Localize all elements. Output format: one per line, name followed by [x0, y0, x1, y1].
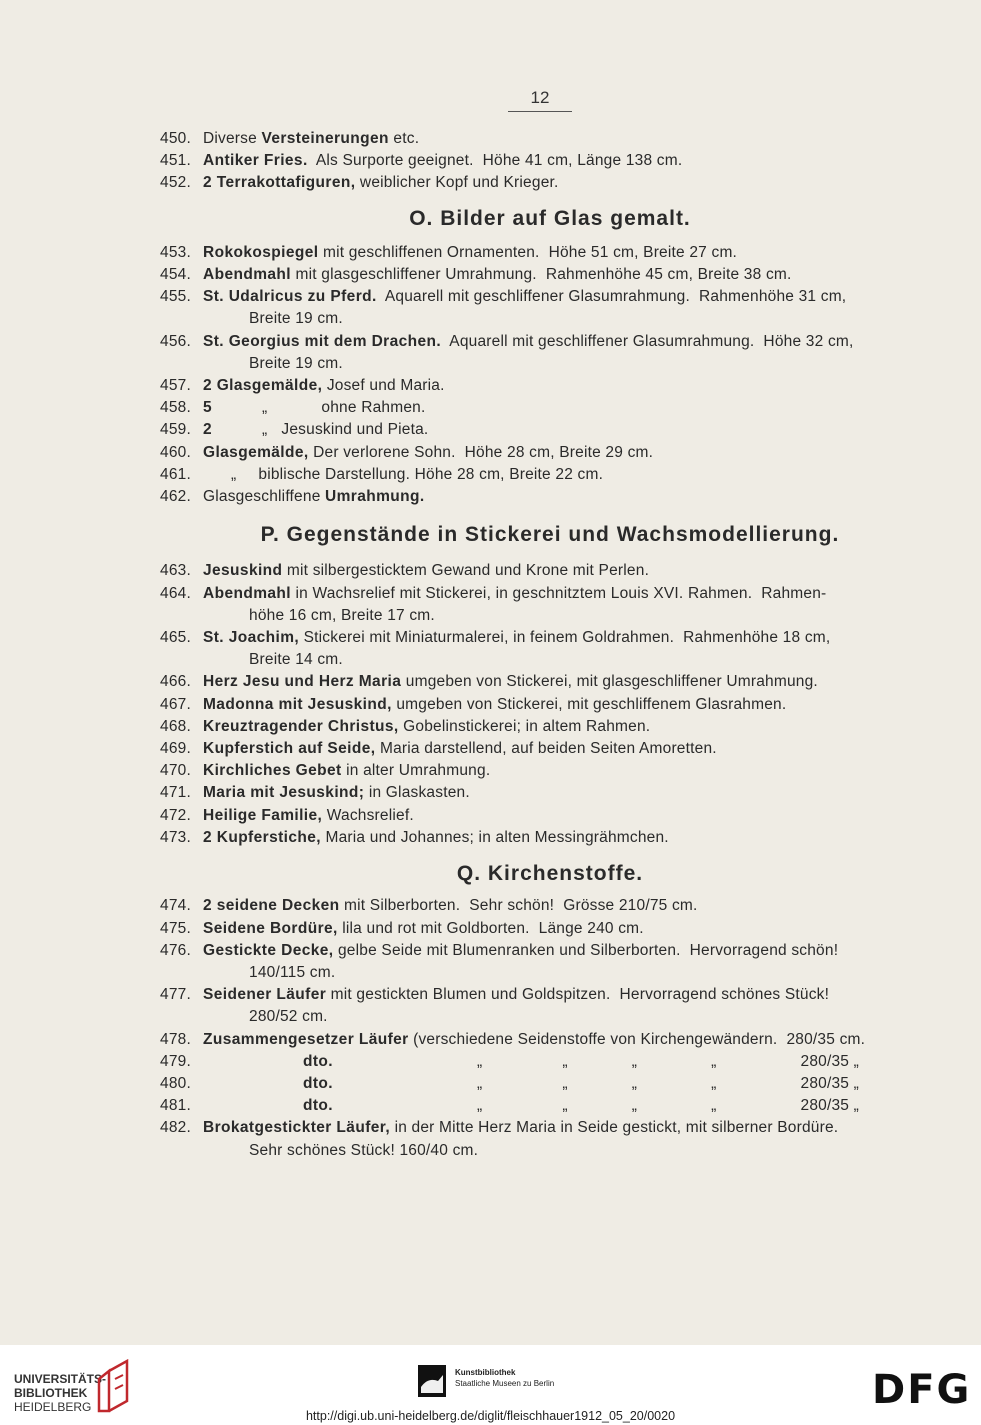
entries-group-4c	[160, 1117, 920, 1161]
entry-description: Gobelinstickerei; in altem Rahmen.	[398, 717, 651, 735]
entry-number: 457.	[160, 377, 191, 395]
entry-number: 459.	[160, 421, 191, 439]
entry-title: 2 Glasgemälde,	[203, 377, 323, 395]
entry-text	[203, 782, 920, 804]
entry-text	[203, 560, 920, 582]
entry-description: mit silbergesticktem Gewand und Krone mit Perlen.	[282, 562, 650, 580]
ditto-mark: „	[631, 1097, 638, 1115]
entry-description: in der Mitte Herz Maria in Seide gestickt, mit silberner Bordüre.	[390, 1119, 839, 1137]
ub-line-2: BIBLIOTHEK	[14, 1386, 88, 1400]
ditto-mark: „	[711, 1097, 717, 1115]
entries-group-1	[160, 128, 920, 195]
page-number-rule	[508, 111, 572, 112]
catalog-entry	[160, 782, 920, 804]
catalog-entry	[160, 264, 920, 286]
entry-number: 451.	[160, 152, 191, 170]
entry-number: 456.	[160, 332, 191, 350]
entry-text	[203, 940, 920, 962]
entry-count: 5	[203, 399, 213, 417]
entry-number: 454.	[160, 266, 191, 284]
entry-description: gelbe Seide mit Blumenranken und Silberborten. Hervorragend schön!	[333, 941, 839, 959]
entries-group-4b	[160, 1051, 920, 1118]
entry-title: Rokokospiegel	[203, 243, 319, 261]
section-heading-p: P. Gegenstände in Stickerei und Wachsmodellierung.	[260, 523, 840, 547]
entry-continuation: Sehr schönes Stück! 160/40 cm.	[249, 1141, 479, 1159]
entry-description: Maria darstellend, auf beiden Seiten Amoretten.	[375, 740, 717, 758]
entry-description: in Glaskasten.	[364, 784, 470, 802]
entry-description: in Wachsrelief mit Stickerei, in geschnitztem Louis XVI. Rahmen. Rahmen-	[291, 584, 827, 602]
entry-description: lila und rot mit Goldborten. Länge 240 cm.	[337, 919, 644, 937]
entry-text	[203, 375, 920, 397]
entries-group-2	[160, 242, 920, 397]
catalog-entry	[160, 464, 920, 486]
entries-group-2c	[160, 442, 920, 464]
kunstbibliothek-logo-icon[interactable]	[418, 1365, 446, 1397]
entry-description: mit gestickten Blumen und Goldspitzen. Hervorragend schönes Stück!	[326, 986, 830, 1004]
entry-description: Stickerei mit Miniaturmalerei, in feinem Goldrahmen. Rahmenhöhe 18 cm,	[299, 629, 831, 647]
catalog-entry	[160, 694, 920, 716]
entry-title: Herz Jesu und Herz Maria	[203, 673, 402, 691]
entry-continuation: Breite 19 cm.	[249, 310, 343, 328]
entry-size: 280/35 „	[800, 1052, 859, 1070]
catalog-entry	[160, 583, 920, 627]
entry-title: 2 Terrakottafiguren,	[203, 174, 356, 192]
ditto-dto: dto.	[303, 1052, 334, 1070]
entry-description: Als Surporte geeignet. Höhe 41 cm, Länge 138 cm.	[307, 152, 683, 170]
entry-description: biblische Darstellung. Höhe 28 cm, Breite 22 cm.	[258, 465, 604, 483]
entry-description: weiblicher Kopf und Krieger.	[355, 174, 559, 192]
catalog-entry	[160, 150, 920, 172]
entry-continuation: Breite 14 cm.	[249, 651, 343, 669]
entry-number: 473.	[160, 828, 191, 846]
kb-line-2: Staatliche Museen zu Berlin	[455, 1379, 555, 1388]
entry-description: Maria und Johannes; in alten Messingrähmchen.	[320, 828, 669, 846]
entries-group-4	[160, 895, 920, 1050]
entry-description: mit Silberborten. Sehr schön! Grösse 210/75 cm.	[339, 897, 698, 915]
ditto-mark: „	[711, 1074, 717, 1092]
entry-continuation: 280/52 cm.	[249, 1008, 328, 1026]
ub-line-1: UNIVERSITÄTS-	[14, 1372, 107, 1386]
entry-description: mit glasgeschliffener Umrahmung. Rahmenhöhe 45 cm, Breite 38 cm.	[291, 266, 792, 284]
entry-title: Abendmahl	[203, 584, 291, 602]
entry-title: Abendmahl	[203, 266, 291, 284]
entry-title: Antiker Fries.	[203, 152, 308, 170]
entry-number: 478.	[160, 1030, 191, 1048]
catalog-entry	[160, 827, 920, 849]
entry-text	[203, 242, 920, 264]
entry-number: 475.	[160, 919, 191, 937]
catalog-entry	[160, 331, 920, 375]
ditto-mark: „	[477, 1052, 483, 1070]
entry-description: umgeben von Stickerei, mit geschliffenem Glasrahmen.	[391, 695, 787, 713]
entry-description: in alter Umrahmung.	[341, 762, 491, 780]
entry-description: Diverse	[203, 130, 262, 147]
entry-text	[203, 150, 920, 172]
entry-title: St. Georgius mit dem Drachen.	[203, 332, 442, 350]
entry-title: Umrahmung.	[325, 488, 425, 506]
entry-description: etc.	[388, 130, 420, 147]
entry-size: 280/35 „	[800, 1074, 859, 1092]
catalog-entry	[160, 716, 920, 738]
ditto-dto: dto.	[303, 1097, 334, 1115]
entry-number: 463.	[160, 562, 191, 580]
entry-number: 461.	[160, 465, 191, 483]
entry-number: 453.	[160, 243, 191, 261]
entry-title: Versteinerungen	[261, 130, 389, 147]
entry-title: St. Joachim,	[203, 629, 300, 647]
catalog-entry	[160, 738, 920, 760]
catalog-entry	[160, 172, 920, 194]
ub-heidelberg-label[interactable]	[14, 1372, 106, 1414]
ditto-mark: „	[562, 1052, 568, 1070]
entry-text	[203, 827, 920, 849]
entry-number: 452.	[160, 174, 191, 192]
entry-number: 460.	[160, 443, 191, 461]
document-url[interactable]: http://digi.ub.uni-heidelberg.de/diglit/fleischhauer1912_05_20/0020	[305, 1409, 676, 1423]
ditto-mark: „	[711, 1052, 717, 1070]
entry-number: 464.	[160, 584, 191, 602]
entry-title: Brokatgestickter Läufer,	[203, 1119, 391, 1137]
catalog-entry	[160, 1073, 920, 1095]
entry-description: umgeben von Stickerei, mit glasgeschliffener Umrahmung.	[401, 673, 818, 691]
catalog-entry	[160, 984, 920, 1028]
catalog-entry	[160, 128, 920, 150]
entry-number: 455.	[160, 288, 191, 306]
entry-title: Jesuskind	[203, 562, 283, 580]
entry-text	[203, 918, 920, 940]
ditto-mark: „	[562, 1074, 568, 1092]
catalog-entry	[160, 442, 920, 464]
ditto-dto: dto.	[303, 1074, 334, 1092]
entries-group-2d	[160, 486, 920, 508]
entry-text	[203, 264, 920, 286]
entry-title: Kreuztragender Christus,	[203, 717, 399, 735]
entry-number: 467.	[160, 695, 191, 713]
entry-number: 477.	[160, 986, 191, 1004]
entry-description: Glasgeschliffene	[203, 488, 326, 506]
catalog-entry	[160, 419, 920, 441]
entry-text	[203, 694, 920, 716]
entry-title: Glasgemälde,	[203, 443, 309, 461]
catalog-entry	[160, 1117, 920, 1161]
entry-number: 469.	[160, 740, 191, 758]
kb-line-1: Kunstbibliothek	[455, 1368, 516, 1377]
entry-number: 476.	[160, 941, 191, 959]
entry-number: 458.	[160, 399, 191, 417]
entry-number: 465.	[160, 629, 191, 647]
entry-title: St. Udalricus zu Pferd.	[203, 288, 377, 306]
ditto-mark: „	[262, 399, 268, 417]
section-heading-o: O. Bilder auf Glas gemalt.	[409, 206, 691, 230]
ditto-mark: „	[631, 1074, 638, 1092]
entry-title: Kupferstich auf Seide,	[203, 740, 376, 758]
entry-number: 470.	[160, 762, 191, 780]
entry-title: Heilige Familie,	[203, 806, 323, 824]
ditto-mark: „	[477, 1074, 483, 1092]
section-heading-q: Q. Kirchenstoffe.	[456, 862, 644, 886]
entry-count: 2	[203, 421, 213, 439]
catalog-entry	[160, 895, 920, 917]
entry-text	[203, 583, 920, 605]
entry-title: Seidene Bordüre,	[203, 919, 338, 937]
entry-title: Zusammengesetzer Läufer	[203, 1030, 409, 1048]
entry-text	[203, 286, 920, 308]
entry-text	[203, 760, 920, 782]
entry-title: Maria mit Jesuskind;	[203, 784, 365, 802]
entry-text	[203, 984, 920, 1006]
entry-number: 468.	[160, 717, 191, 735]
catalog-entry	[160, 805, 920, 827]
entry-number: 466.	[160, 673, 191, 691]
catalog-entry	[160, 560, 920, 582]
entry-text	[203, 1029, 920, 1051]
entry-title: 2 Kupferstiche,	[203, 828, 321, 846]
entry-description: Aquarell mit geschliffener Glasumrahmung. Rahmenhöhe 31 cm,	[376, 288, 847, 306]
entries-group-2b	[160, 397, 920, 441]
entry-number: 474.	[160, 897, 191, 915]
entry-description: Josef und Maria.	[322, 377, 445, 395]
ditto-mark: „	[477, 1097, 483, 1115]
entry-number: 482.	[160, 1119, 191, 1137]
entry-continuation: Breite 19 cm.	[249, 354, 343, 372]
catalog-entry	[160, 760, 920, 782]
catalog-entry	[160, 1095, 920, 1117]
page-number: 12	[530, 88, 550, 107]
entry-text	[203, 716, 920, 738]
catalog-entry	[160, 397, 920, 419]
entry-title: 2 seidene Decken	[203, 897, 340, 915]
entry-text	[203, 1117, 920, 1139]
ditto-mark: „	[262, 421, 268, 439]
entry-description: Aquarell mit geschliffener Glasumrahmung. Höhe 32 cm,	[441, 332, 854, 350]
entry-description: Wachsrelief.	[322, 806, 414, 824]
ditto-mark: „	[562, 1097, 568, 1115]
catalog-entry	[160, 375, 920, 397]
entry-text	[203, 331, 920, 353]
entry-description: ohne Rahmen.	[321, 399, 426, 417]
entry-size: 280/35 „	[800, 1097, 859, 1115]
entries-group-3	[160, 560, 920, 849]
entry-number: 450.	[160, 130, 191, 147]
entry-text	[203, 486, 920, 508]
entry-text	[203, 738, 920, 760]
entry-text	[203, 671, 920, 693]
entry-number: 481.	[160, 1097, 191, 1115]
dfg-logo[interactable]: DFG	[872, 1367, 972, 1413]
ditto-mark: „	[231, 465, 237, 483]
entry-number: 462.	[160, 488, 191, 506]
catalog-entry	[160, 486, 920, 508]
entry-text	[203, 895, 920, 917]
entry-number: 479.	[160, 1052, 191, 1070]
entry-number: 471.	[160, 784, 191, 802]
entry-text	[203, 627, 920, 649]
catalog-entry	[160, 627, 920, 671]
ub-line-3: HEIDELBERG	[14, 1400, 92, 1414]
entry-continuation: höhe 16 cm, Breite 17 cm.	[249, 606, 435, 624]
catalog-entry	[160, 671, 920, 693]
catalog-entry	[160, 918, 920, 940]
kunstbibliothek-label	[455, 1367, 554, 1389]
entry-title: Kirchliches Gebet	[203, 762, 342, 780]
entry-number: 480.	[160, 1074, 191, 1092]
catalog-entry	[160, 1051, 920, 1073]
catalog-entry	[160, 286, 920, 330]
entry-text	[203, 128, 920, 150]
entry-title: Madonna mit Jesuskind,	[203, 695, 392, 713]
ub-heidelberg-logo-icon[interactable]	[95, 1359, 133, 1415]
footer-bar	[0, 1345, 981, 1425]
catalog-entry	[160, 940, 920, 984]
entry-description: Jesuskind und Pieta.	[281, 421, 429, 439]
entry-continuation: 140/115 cm.	[249, 963, 336, 981]
entry-text	[203, 172, 920, 194]
entry-description: Der verlorene Sohn. Höhe 28 cm, Breite 29 cm.	[308, 443, 654, 461]
entry-title: Gestickte Decke,	[203, 941, 334, 959]
entry-text	[203, 442, 920, 464]
entry-description: (verschiedene Seidenstoffe von Kirchengewändern. 280/35 cm.	[408, 1030, 866, 1048]
catalog-content	[160, 128, 920, 1162]
catalog-entry	[160, 1029, 920, 1051]
catalog-entry	[160, 242, 920, 264]
entry-number: 472.	[160, 806, 191, 824]
entry-title: Seidener Läufer	[203, 986, 327, 1004]
entry-description: mit geschliffenen Ornamenten. Höhe 51 cm, Breite 27 cm.	[318, 243, 738, 261]
entry-text	[203, 805, 920, 827]
ditto-mark: „	[631, 1052, 638, 1070]
